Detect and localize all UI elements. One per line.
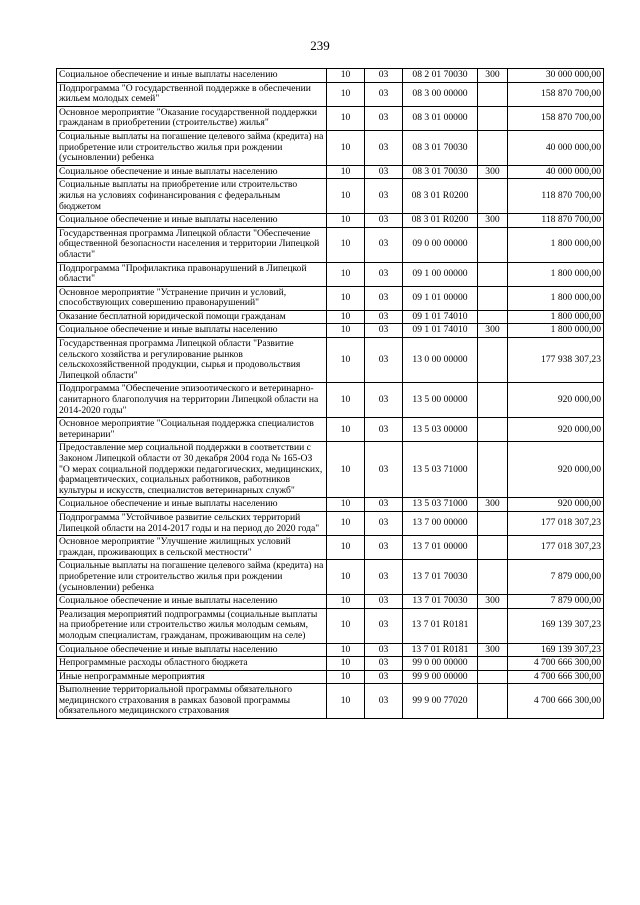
row-expense-type [478,560,508,595]
row-subsection: 03 [365,227,403,262]
row-expense-type: 300 [478,643,508,657]
row-name: Государственная программа Липецкой области "Обеспечение общественной безопасности населения и территории Липецкой области" [57,227,327,262]
row-expense-type [478,418,508,442]
row-target-article: 09 0 00 00000 [403,227,478,262]
row-subsection: 03 [365,684,403,719]
row-section: 10 [327,536,365,560]
row-name: Оказание бесплатной юридической помощи гражданам [57,310,327,324]
table-row [57,179,604,214]
row-section: 10 [327,165,365,179]
row-target-article: 99 9 00 00000 [403,670,478,684]
row-section: 10 [327,383,365,418]
row-expense-type: 300 [478,165,508,179]
row-subsection: 03 [365,442,403,498]
row-section: 10 [327,310,365,324]
row-target-article: 08 3 00 00000 [403,82,478,106]
row-expense-type [478,106,508,130]
row-name: Непрограммные расходы областного бюджета [57,657,327,671]
row-amount: 118 870 700,00 [508,214,604,228]
row-subsection: 03 [365,511,403,535]
row-expense-type [478,82,508,106]
row-name: Подпрограмма "О государственной поддержке в обеспечении жильем молодых семей" [57,82,327,106]
row-subsection: 03 [365,498,403,512]
table-row [57,165,604,179]
table-row [57,310,604,324]
row-section: 10 [327,227,365,262]
row-expense-type [478,130,508,165]
row-subsection: 03 [365,130,403,165]
row-section: 10 [327,418,365,442]
row-amount: 177 018 307,23 [508,511,604,535]
row-amount: 1 800 000,00 [508,310,604,324]
table-row [57,214,604,228]
row-section: 10 [327,324,365,338]
row-target-article: 99 9 00 77020 [403,684,478,719]
row-subsection: 03 [365,608,403,643]
row-target-article: 13 5 03 71000 [403,442,478,498]
row-name: Социальное обеспечение и иные выплаты населению [57,643,327,657]
row-subsection: 03 [365,657,403,671]
row-subsection: 03 [365,106,403,130]
row-target-article: 09 1 01 74010 [403,324,478,338]
row-target-article: 13 7 01 70030 [403,560,478,595]
row-target-article: 08 3 01 R0200 [403,179,478,214]
row-expense-type [478,511,508,535]
row-name: Выполнение территориальной программы обязательного медицинского страхования в рамках базовой программы обязательного медицинского страхования [57,684,327,719]
table-row [57,670,604,684]
row-section: 10 [327,262,365,286]
row-section: 10 [327,608,365,643]
row-subsection: 03 [365,418,403,442]
row-amount: 4 700 666 300,00 [508,657,604,671]
table-row [57,227,604,262]
row-section: 10 [327,214,365,228]
row-expense-type [478,536,508,560]
row-target-article: 08 3 01 R0200 [403,214,478,228]
row-amount: 158 870 700,00 [508,82,604,106]
row-section: 10 [327,286,365,310]
row-amount: 920 000,00 [508,383,604,418]
row-expense-type: 300 [478,214,508,228]
budget-table [56,68,604,719]
page-number: 239 [310,38,330,53]
row-name: Основное мероприятие "Оказание государственной поддержки гражданам в приобретении (строительстве) жилья" [57,106,327,130]
row-section: 10 [327,82,365,106]
row-section: 10 [327,657,365,671]
row-amount: 40 000 000,00 [508,130,604,165]
row-subsection: 03 [365,595,403,609]
row-target-article: 99 0 00 00000 [403,657,478,671]
row-target-article: 08 2 01 70030 [403,69,478,83]
row-expense-type [478,179,508,214]
row-name: Подпрограмма "Профилактика правонарушений в Липецкой области" [57,262,327,286]
row-subsection: 03 [365,179,403,214]
row-section: 10 [327,643,365,657]
table-row [57,498,604,512]
table-row [57,684,604,719]
row-target-article: 13 0 00 00000 [403,338,478,383]
table-row [57,511,604,535]
row-name: Подпрограмма "Обеспечение эпизоотического и ветеринарно-санитарного благополучия на территории Липецкой области на 2014-2020 годы" [57,383,327,418]
row-subsection: 03 [365,324,403,338]
row-expense-type: 300 [478,69,508,83]
table-row [57,608,604,643]
table-row [57,106,604,130]
row-amount: 169 139 307,23 [508,608,604,643]
row-amount: 1 800 000,00 [508,324,604,338]
row-target-article: 13 5 00 00000 [403,383,478,418]
row-subsection: 03 [365,82,403,106]
row-subsection: 03 [365,383,403,418]
row-subsection: 03 [365,69,403,83]
table-row [57,338,604,383]
row-name: Основное мероприятие "Улучшение жилищных условий граждан, проживающих в сельской местности" [57,536,327,560]
row-subsection: 03 [365,643,403,657]
table-row [57,442,604,498]
row-subsection: 03 [365,262,403,286]
row-expense-type [478,608,508,643]
row-section: 10 [327,560,365,595]
row-subsection: 03 [365,560,403,595]
row-amount: 4 700 666 300,00 [508,670,604,684]
row-expense-type [478,657,508,671]
row-expense-type [478,670,508,684]
row-section: 10 [327,670,365,684]
row-section: 10 [327,511,365,535]
row-target-article: 13 7 01 R0181 [403,608,478,643]
row-section: 10 [327,595,365,609]
row-subsection: 03 [365,536,403,560]
row-section: 10 [327,106,365,130]
table-row [57,536,604,560]
row-amount: 1 800 000,00 [508,262,604,286]
row-target-article: 08 3 01 00000 [403,106,478,130]
row-amount: 7 879 000,00 [508,595,604,609]
row-amount: 158 870 700,00 [508,106,604,130]
table-row [57,286,604,310]
table-row [57,69,604,83]
row-target-article: 13 7 01 00000 [403,536,478,560]
row-amount: 169 139 307,23 [508,643,604,657]
row-name: Государственная программа Липецкой области "Развитие сельского хозяйства и регулирование рынков сельскохозяйственной продукции, сырья и продовольствия Липецкой области" [57,338,327,383]
row-subsection: 03 [365,165,403,179]
row-amount: 4 700 666 300,00 [508,684,604,719]
row-name: Социальное обеспечение и иные выплаты населению [57,595,327,609]
row-amount: 118 870 700,00 [508,179,604,214]
table-row [57,595,604,609]
row-subsection: 03 [365,286,403,310]
row-expense-type: 300 [478,324,508,338]
row-name: Социальные выплаты на погашение целевого займа (кредита) на приобретение или строительство жилья при рождении (усыновлении) ребенка [57,560,327,595]
row-expense-type [478,442,508,498]
row-target-article: 09 1 00 00000 [403,262,478,286]
table-row [57,643,604,657]
row-name: Реализация мероприятий подпрограммы (социальные выплаты на приобретение или строительство жилья молодым семьям, молодым специалистам, гражданам, проживающим на селе) [57,608,327,643]
row-name: Иные непрограммные мероприятия [57,670,327,684]
row-name: Социальное обеспечение и иные выплаты населению [57,214,327,228]
row-section: 10 [327,498,365,512]
row-section: 10 [327,130,365,165]
row-expense-type [478,227,508,262]
row-name: Социальное обеспечение и иные выплаты населению [57,69,327,83]
row-section: 10 [327,179,365,214]
row-name: Подпрограмма "Устойчивое развитие сельских территорий Липецкой области на 2014-2017 годы и на период до 2020 года" [57,511,327,535]
row-amount: 30 000 000,00 [508,69,604,83]
row-subsection: 03 [365,670,403,684]
row-target-article: 13 7 01 R0181 [403,643,478,657]
table-row [57,418,604,442]
table-row [57,82,604,106]
row-name: Основное мероприятие "Устранение причин и условий, способствующих совершению правонарушений" [57,286,327,310]
table-row [57,262,604,286]
row-target-article: 08 3 01 70030 [403,165,478,179]
row-name: Предоставление мер социальной поддержки в соответствии с Законом Липецкой области от 30 декабря 2004 года № 165-ОЗ "О мерах социальной поддержки педагогических, медицинских, фармацевтических, социальных работников, работников культуры и искусств, специалистов ветеринарных служб" [57,442,327,498]
row-subsection: 03 [365,310,403,324]
row-amount: 177 018 307,23 [508,536,604,560]
row-section: 10 [327,684,365,719]
table-row [57,657,604,671]
row-target-article: 09 1 01 74010 [403,310,478,324]
row-target-article: 13 5 03 71000 [403,498,478,512]
row-amount: 7 879 000,00 [508,560,604,595]
row-name: Социальное обеспечение и иные выплаты населению [57,324,327,338]
row-target-article: 13 5 03 00000 [403,418,478,442]
row-name: Основное мероприятие "Социальная поддержка специалистов ветеринарии" [57,418,327,442]
row-name: Социальное обеспечение и иные выплаты населению [57,165,327,179]
row-target-article: 09 1 01 00000 [403,286,478,310]
row-section: 10 [327,338,365,383]
row-target-article: 08 3 01 70030 [403,130,478,165]
row-expense-type [478,310,508,324]
row-amount: 920 000,00 [508,418,604,442]
row-section: 10 [327,69,365,83]
table-row [57,130,604,165]
row-expense-type [478,684,508,719]
table-row [57,324,604,338]
row-section: 10 [327,442,365,498]
row-amount: 920 000,00 [508,442,604,498]
row-subsection: 03 [365,338,403,383]
row-expense-type [478,383,508,418]
row-amount: 1 800 000,00 [508,286,604,310]
budget-table-body [57,69,604,719]
row-expense-type [478,286,508,310]
table-row [57,383,604,418]
row-expense-type [478,262,508,286]
row-subsection: 03 [365,214,403,228]
row-amount: 920 000,00 [508,498,604,512]
row-name: Социальное обеспечение и иные выплаты населению [57,498,327,512]
row-target-article: 13 7 00 00000 [403,511,478,535]
table-row [57,560,604,595]
row-expense-type [478,338,508,383]
row-name: Социальные выплаты на приобретение или строительство жилья на условиях софинансирования с федеральным бюджетом [57,179,327,214]
row-amount: 177 938 307,23 [508,338,604,383]
row-target-article: 13 7 01 70030 [403,595,478,609]
row-expense-type: 300 [478,498,508,512]
row-expense-type: 300 [478,595,508,609]
row-name: Социальные выплаты на погашение целевого займа (кредита) на приобретение или строительство жилья при рождении (усыновлении) ребенка [57,130,327,165]
row-amount: 1 800 000,00 [508,227,604,262]
row-amount: 40 000 000,00 [508,165,604,179]
